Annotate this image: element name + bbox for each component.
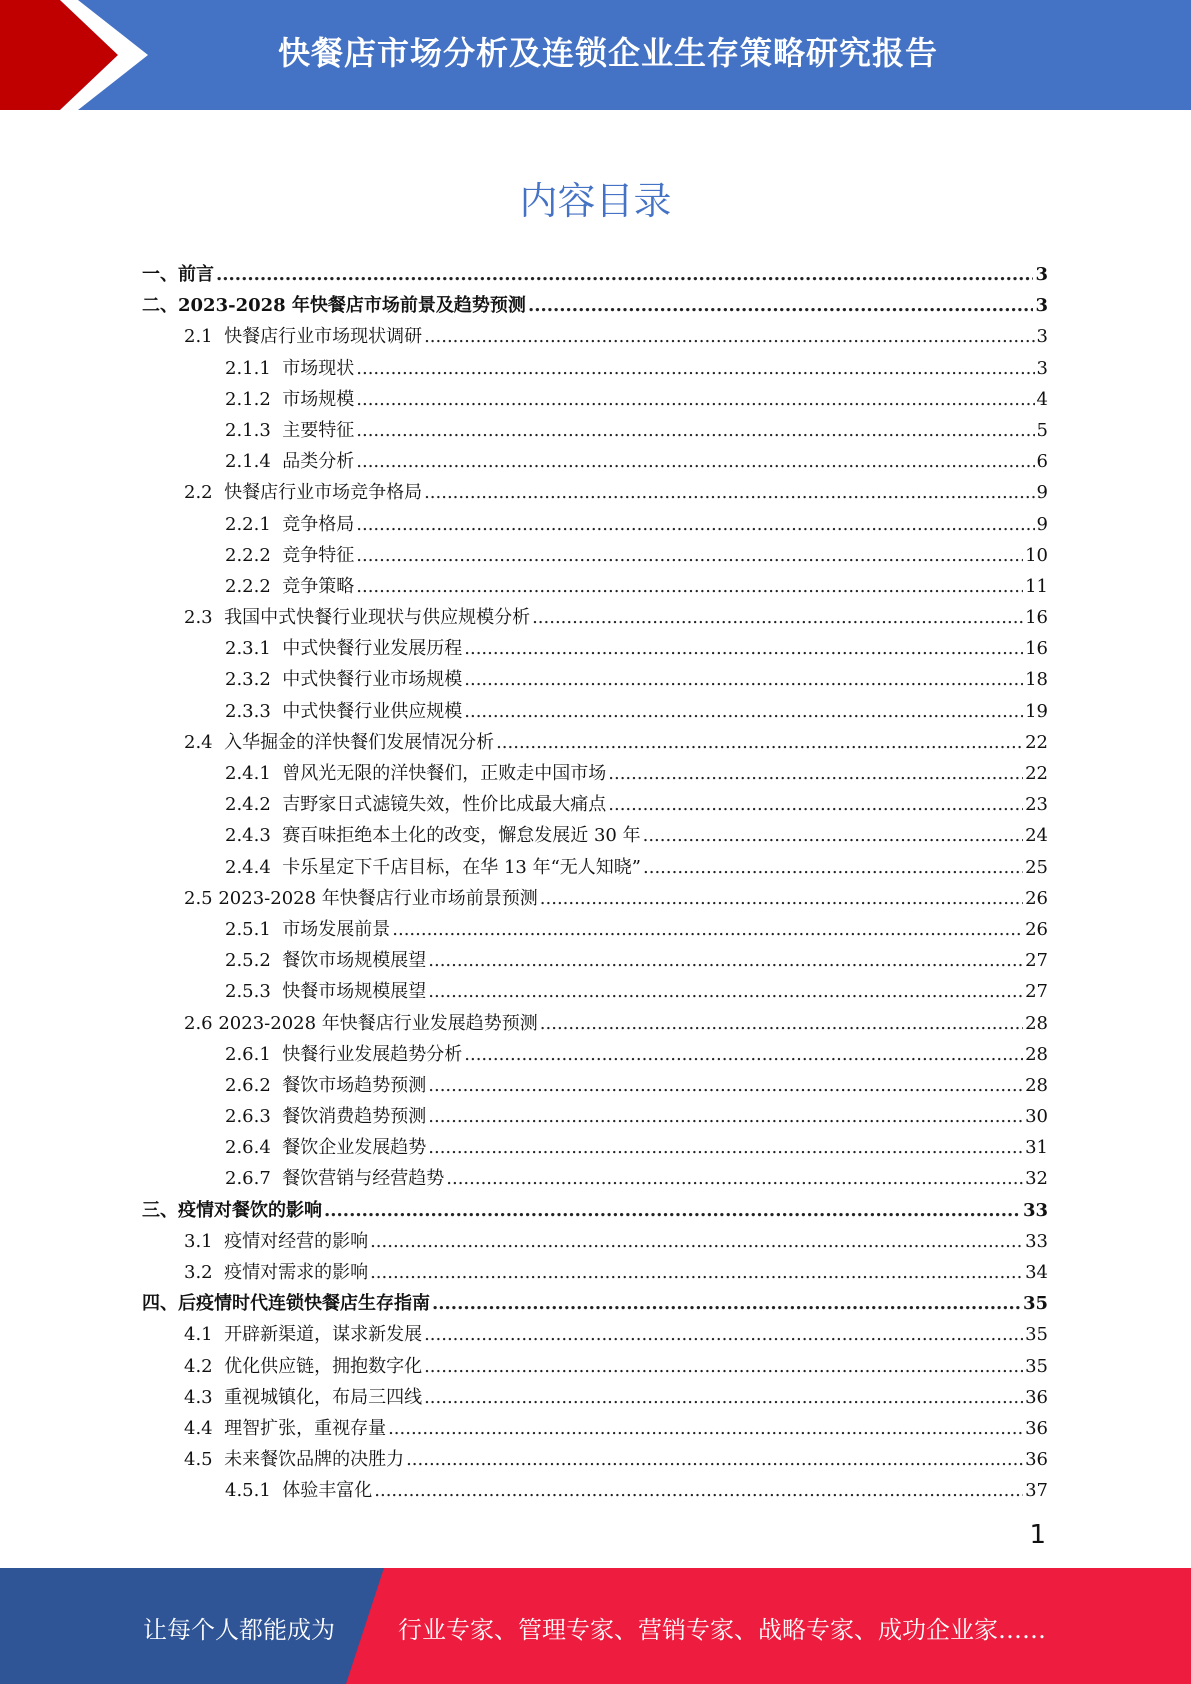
toc-entry-page: 30 [1025,1106,1048,1128]
toc-entry-page: 22 [1025,731,1048,753]
toc-leader-dots [464,669,1023,690]
toc-leader-dots [356,389,1034,410]
toc-entry-label: 中式快餐行业市场规模 [282,669,463,691]
toc-leader-dots [356,576,1023,597]
toc-leader-dots [496,732,1023,753]
toc-entry-label: 疫情对需求的影响 [224,1262,369,1283]
toc-entry[interactable] [142,728,1048,759]
toc-entry-label: 曾风光无限的洋快餐们，正败走中国市场 [282,763,607,784]
toc-entry[interactable] [142,416,1048,447]
toc-entry-number: 2.6.4 [225,1137,283,1159]
toc-entry-label: 餐饮企业发展趋势 [282,1137,427,1159]
toc-entry-number: 一、 [142,264,178,285]
toc-entry-page: 18 [1025,669,1048,691]
toc-entry-label: 中式快餐行业发展历程 [282,638,463,660]
header-title: 快餐店市场分析及连锁企业生存策略研究报告 [277,34,938,72]
toc-entry-label: 快餐店行业市场竞争格局 [224,482,423,504]
toc-entry-number: 三、 [142,1199,178,1221]
toc-entry-page: 3 [1035,295,1048,317]
page-footer [0,1568,1191,1684]
toc-entry-label: 2023-2028 年快餐店行业市场前景预测 [218,887,538,909]
toc-entry-page: 6 [1036,451,1048,473]
toc-entry-number: 2.1.4 [225,451,283,473]
toc-leader-dots [406,1449,1023,1470]
toc-leader-dots [374,1480,1023,1501]
toc-entry-label: 吉野家日式滤镜失效，性价比成最大痛点 [282,794,607,816]
toc-entry-page: 27 [1025,981,1048,1003]
toc-entry-number: 2.6.3 [225,1106,283,1128]
toc-entry[interactable] [142,853,1048,884]
toc-entry-page: 16 [1025,607,1048,629]
toc-leader-dots [356,451,1034,472]
toc-leader-dots [324,1200,1021,1221]
toc-entry[interactable] [142,1102,1048,1133]
toc-entry-label: 竞争策略 [282,575,355,597]
toc-leader-dots [428,1137,1023,1158]
toc-entry-number: 2.6.1 [225,1043,283,1065]
toc-leader-dots [424,326,1034,347]
toc-entry-number: 2.6.2 [225,1074,283,1096]
toc-entry-label: 市场现状 [282,357,355,379]
toc-leader-dots [424,482,1034,503]
toc-entry-number: 2.2.2 [225,575,283,597]
toc-entry[interactable] [142,1071,1048,1102]
toc-leader-dots [532,607,1023,628]
toc-entry-page: 11 [1025,575,1048,597]
toc-entry-number: 四、 [142,1293,178,1315]
toc-entry-number: 4.5 [184,1449,225,1471]
toc-entry[interactable] [142,291,1048,322]
toc-entry-page: 9 [1036,513,1048,535]
toc-entry-number: 4.3 [184,1386,225,1408]
toc-leader-dots [643,825,1023,846]
toc-entry[interactable] [142,1289,1048,1320]
toc-entry-number: 二、 [142,295,178,317]
toc-entry-label: 市场发展前景 [282,918,391,940]
toc-entry[interactable] [142,821,1048,852]
toc-entry[interactable] [142,1040,1048,1071]
toc-entry-page: 36 [1025,1386,1048,1408]
toc-entry[interactable] [142,1320,1048,1351]
toc-entry-label: 卡乐星定下千店目标，在华 13 年“无人知晓” [282,856,642,878]
toc-entry-label: 疫情对餐饮的影响 [178,1199,322,1221]
toc-entry-page: 26 [1025,918,1048,940]
toc-leader-dots [446,1168,1023,1189]
toc-entry-page: 35 [1025,1324,1048,1346]
toc-entry-number: 2.6.7 [225,1168,283,1190]
toc-leader-dots [424,1324,1023,1345]
toc-entry-label: 快餐行业发展趋势分析 [282,1043,463,1065]
toc-entry-number: 2.3.2 [225,669,283,691]
toc-entry-label: 竞争特征 [282,544,355,566]
toc-entry-label: 疫情对经营的影响 [224,1230,369,1252]
toc-entry-page: 3 [1035,264,1048,285]
toc-entry-page: 33 [1025,1230,1048,1252]
toc-entry-page: 27 [1025,950,1048,972]
toc-entry[interactable] [142,603,1048,634]
toc-entry-number: 2.4.1 [225,763,283,784]
toc-entry-number: 4.4 [184,1417,225,1439]
toc-entry-number: 4.5.1 [225,1480,283,1502]
toc-entry-page: 23 [1025,794,1048,816]
toc-entry[interactable] [142,572,1048,603]
toc-leader-dots [392,919,1023,940]
toc-entry[interactable] [142,1445,1048,1476]
toc-entry[interactable] [142,759,1048,790]
toc-entry-number: 2.2.2 [225,544,283,566]
toc-entry[interactable] [142,385,1048,416]
toc-leader-dots [370,1231,1023,1252]
toc-entry-page: 37 [1025,1480,1048,1502]
toc-entry[interactable] [142,946,1048,977]
toc-entry-number: 2.4.3 [225,825,283,847]
toc-entry[interactable] [142,1227,1048,1258]
toc-entry-label: 主要特征 [282,419,355,441]
toc-entry-page: 36 [1025,1449,1048,1471]
toc-entry-label: 餐饮营销与经营趋势 [282,1168,445,1190]
toc-entry-page: 31 [1025,1137,1048,1159]
toc-entry-label: 开辟新渠道，谋求新发展 [224,1324,423,1346]
toc-leader-dots [356,358,1034,379]
toc-entry-number: 4.1 [184,1324,225,1346]
toc-entry-label: 赛百味拒绝本土化的改变，懈怠发展近 30 年 [282,825,641,847]
toc-entry-page: 10 [1025,544,1048,566]
toc-leader-dots [643,857,1023,878]
toc-leader-dots [528,295,1034,316]
toc-leader-dots [216,264,1033,285]
toc-entry[interactable] [142,1383,1048,1414]
toc-entry-label: 市场规模 [282,388,355,410]
toc-entry[interactable] [142,1009,1048,1040]
toc-entry-page: 3 [1036,326,1048,348]
toc-entry[interactable] [142,1164,1048,1195]
toc-entry-label: 我国中式快餐行业现状与供应规模分析 [224,607,531,629]
toc-entry-label: 餐饮消费趋势预测 [282,1106,427,1128]
toc-entry-number: 2.5.3 [225,981,283,1003]
toc-leader-dots [432,1293,1021,1314]
toc-entry[interactable] [142,541,1048,572]
toc-entry-page: 28 [1025,1043,1048,1065]
toc-entry-label: 后疫情时代连锁快餐店生存指南 [178,1293,430,1315]
toc-entry[interactable] [142,977,1048,1008]
toc-entry-number: 2.3 [184,607,225,629]
toc-entry[interactable] [142,478,1048,509]
toc-entry-page: 32 [1025,1168,1048,1190]
toc-leader-dots [464,701,1023,722]
toc-entry-label: 优化供应链，拥抱数字化 [224,1355,423,1377]
toc-entry-page: 24 [1025,825,1048,847]
toc-entry[interactable] [142,447,1048,478]
page-number: 1 [1029,1520,1046,1550]
toc-leader-dots [388,1418,1023,1439]
toc-leader-dots [356,420,1034,441]
toc-entry-page: 5 [1036,419,1048,441]
toc-entry[interactable] [142,1196,1048,1227]
toc-entry-label: 2023-2028 年快餐店市场前景及趋势预测 [178,295,526,317]
toc-entry-number: 2.3.3 [225,700,283,722]
toc-entry[interactable] [142,510,1048,541]
toc-entry-number: 3.1 [184,1230,225,1252]
toc-entry-number: 4.2 [184,1355,225,1377]
toc-entry[interactable] [142,665,1048,696]
toc-entry[interactable] [142,260,1048,291]
toc-entry-page: 16 [1025,638,1048,660]
toc-leader-dots [540,1013,1023,1034]
toc-entry-label: 餐饮市场趋势预测 [282,1074,427,1096]
toc-entry[interactable] [142,634,1048,665]
toc-leader-dots [424,1356,1023,1377]
toc-entry-number: 2.2 [184,482,225,504]
toc-entry-label: 中式快餐行业供应规模 [282,700,463,722]
toc-leader-dots [370,1262,1023,1283]
toc-title: 内容目录 [519,179,672,223]
toc-entry-label: 2023-2028 年快餐店行业发展趋势预测 [218,1012,538,1034]
toc-entry-label: 快餐店行业市场现状调研 [224,326,423,348]
toc-entry-number: 2.3.1 [225,638,283,660]
toc-entry-page: 35 [1025,1355,1048,1377]
toc-entry-number: 2.4.2 [225,794,283,816]
toc-leader-dots [428,1075,1023,1096]
toc-entry-number: 2.1.1 [225,357,283,379]
toc-entry[interactable] [142,915,1048,946]
toc-entry-page: 4 [1036,388,1048,410]
toc-leader-dots [356,545,1023,566]
toc-entry-page: 25 [1025,856,1048,878]
toc-entry-number: 2.2.1 [225,513,283,535]
toc-entry-label: 餐饮市场规模展望 [282,950,427,972]
toc-leader-dots [464,1044,1023,1065]
toc-entry[interactable] [142,1414,1048,1445]
toc-leader-dots [428,1106,1023,1127]
toc-leader-dots [428,981,1023,1002]
toc-entry[interactable] [142,1476,1048,1507]
toc-entry-label: 竞争格局 [282,513,355,535]
toc-entry-number: 2.1.3 [225,419,283,441]
toc-entry-label: 快餐市场规模展望 [282,981,427,1003]
toc-entry-label: 品类分析 [282,451,355,473]
toc-entry[interactable] [142,1352,1048,1383]
toc-entry[interactable] [142,884,1048,915]
footer-slogan-right: 行业专家、管理专家、营销专家、战略专家、成功企业家…… [398,1616,1046,1644]
toc-entry-number: 2.5 [184,887,219,909]
toc-entry-page: 26 [1025,887,1048,909]
toc-entry-number: 2.4.4 [225,856,283,878]
toc-entry[interactable] [142,322,1048,353]
toc-leader-dots [424,1387,1023,1408]
toc-entry-page: 9 [1036,482,1048,504]
toc-entry-page: 22 [1025,763,1048,784]
toc-entry-number: 2.5.1 [225,918,283,940]
toc-leader-dots [608,794,1023,815]
toc-leader-dots [608,763,1023,784]
toc-entry-label: 未来餐饮品牌的决胜力 [224,1449,405,1471]
toc-entry-page: 28 [1025,1012,1048,1034]
toc-entry-page: 33 [1022,1199,1048,1221]
toc-entry-label: 理智扩张，重视存量 [224,1417,387,1439]
toc-leader-dots [428,950,1023,971]
toc-entry-label: 体验丰富化 [282,1480,373,1502]
page-header [0,0,1191,110]
toc-entry-number: 2.1 [184,326,225,348]
toc-leader-dots [540,888,1023,909]
toc-entry-page: 36 [1025,1417,1048,1439]
toc-entry[interactable] [142,790,1048,821]
toc-leader-dots [464,638,1023,659]
toc-entry-page: 34 [1025,1262,1048,1283]
toc-entry-number: 3.2 [184,1262,225,1283]
toc-entry[interactable] [142,1133,1048,1164]
toc-entry-page: 28 [1025,1074,1048,1096]
toc-entry[interactable] [142,1258,1048,1289]
toc-entry-number: 2.5.2 [225,950,283,972]
toc-entry-page: 35 [1022,1293,1048,1315]
toc-entry-label: 前言 [178,264,214,285]
toc-entry-page: 3 [1036,357,1048,379]
toc-entry[interactable] [142,697,1048,728]
toc-entry-number: 2.6 [184,1012,219,1034]
toc-entry-number: 2.4 [184,731,225,753]
toc-entry-label: 入华掘金的洋快餐们发展情况分析 [224,731,495,753]
toc-entry-page: 19 [1025,700,1048,722]
toc-entry-number: 2.1.2 [225,388,283,410]
table-of-contents [142,260,1048,1508]
toc-entry-label: 重视城镇化，布局三四线 [224,1386,423,1408]
footer-slogan-left: 让每个人都能成为 [143,1616,335,1644]
toc-leader-dots [356,514,1034,535]
toc-entry[interactable] [142,354,1048,385]
